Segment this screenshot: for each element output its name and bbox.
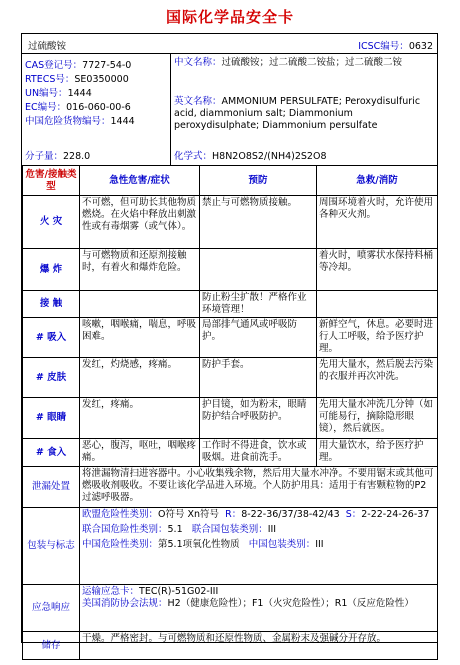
hazard-table [22,165,438,660]
row-aid: 新鲜空气，休息。必要时进行人工呼吸，给予医疗护理。 [317,318,438,358]
row-label: # 吸入 [23,318,80,358]
r-label: R： [225,509,242,520]
row-contact [23,291,438,318]
column-header-row [23,166,438,196]
row-aid: 用大量饮水，给予医疗护理。 [317,439,438,467]
packaging-label: 包装与标志 [23,508,80,585]
s-label: S： [345,509,362,520]
cn-goods-line [25,113,135,127]
transport-card-label: 运输应急卡： [82,586,140,597]
ec-value: 016-060-00-6 [66,102,131,113]
row-hazard: 与可燃物质和还原剂接触时，有着火和爆炸危险。 [80,249,200,291]
row-aid: 先用大量水，然后脱去污染的衣服并再次冲洗。 [317,358,438,398]
nfpa-label: 美国消防协会法规： [82,598,168,609]
en-name-line [174,96,434,132]
spill-text: 将泄漏物清扫进容器中。小心收集残余物，然后用大量水冲净。不要用锯末或其他可燃吸收剂吸收。不要让该化学品进入环境。个人防护用具：适用于有害颗粒物的P2过滤呼吸器。 [80,467,438,508]
row-aid: 周围环境着火时，允许使用各种灭火剂。 [317,196,438,249]
transport-card-value: TEC(R)-51G02-III [139,586,219,597]
formula-line [174,148,327,162]
icsc-number [358,38,433,52]
cn-goods-label: 中国危险货物编号： [25,116,111,127]
row-hazard: 咳嗽，咽喉痛，喘息，呼吸困难。 [80,318,200,358]
cas-line [25,57,131,71]
row-label: 接 触 [23,291,80,318]
icsc-label: ICSC编号： [358,41,409,52]
r-value: 8-22-36/37/38-42/43 [241,509,340,520]
row-label: # 眼睛 [23,398,80,439]
row-skin [23,358,438,398]
row-aid: 先用大量水冲洗几分钟（如可能易行，摘除隐形眼镜），然后就医。 [317,398,438,439]
row-storage [23,632,438,660]
cas-value: 7727-54-0 [82,60,132,71]
emergency-label: 应急响应 [23,585,80,632]
row-hazard: 发红，疼痛。 [80,398,200,439]
row-eyes [23,398,438,439]
cn-pack-label: 中国包装类别： [248,539,316,550]
row-label: # 皮肤 [23,358,80,398]
row-prevention: 防止粉尘扩散！严格作业环境管理！ [200,291,317,318]
storage-label: 储存 [23,632,80,660]
row-emergency [23,585,438,632]
mw-value: 228.0 [63,151,91,162]
col-hazard: 急性危害/症状 [80,166,200,196]
mw-label: 分子量： [25,151,64,162]
identifier-panel [22,54,171,165]
ec-line [25,99,131,113]
un-class-line [82,524,435,536]
un-value: 1444 [67,88,92,99]
row-label: # 食入 [23,439,80,467]
en-name-label: 英文名称： [174,96,222,107]
formula-value: H8N2O8S2/(NH4)2S2O8 [212,151,327,162]
cn-goods-value: 1444 [110,116,135,127]
un-line [25,85,92,99]
un-label: UN编号： [25,88,68,99]
cas-label: CAS登记号： [25,60,83,71]
row-ingestion [23,439,438,467]
storage-text: 干燥。严格密封。与可燃物质和还原性物质、金属粉末及强碱分开存放。 [80,632,438,660]
cn-class-line [82,539,435,551]
col-prevention: 预防 [200,166,317,196]
nfpa-line [82,598,435,610]
formula-label: 化学式： [174,151,213,162]
row-hazard: 不可燃，但可助长其他物质燃烧。在火焰中释放出刺激性或有毒烟雾（或气体）。 [80,196,200,249]
row-aid: 着火时，喷雾状水保持料桶等冷却。 [317,249,438,291]
row-prevention: 局部排气通风或呼吸防护。 [200,318,317,358]
col-aid: 急救/消防 [317,166,438,196]
cn-name-line [174,57,434,69]
eu-class-line [82,509,435,521]
row-inhalation [23,318,438,358]
cn-class-value: 第5.1项氧化性物质 [158,539,240,550]
mw-line [25,148,90,162]
un-class-value: 5.1 [167,524,183,535]
packaging-content [80,508,438,585]
cn-class-label: 中国危险性类别： [82,539,159,550]
nfpa-value: H2（健康危险性）；F1（火灾危险性）；R1（反应危险性） [167,598,414,609]
s-value: 2-22-24-26-37 [361,509,430,520]
row-prevention [200,249,317,291]
eu-class-value: O符号 Xn符号 [158,509,220,520]
row-fire [23,196,438,249]
eu-class-label: 欧盟危险性类别： [82,509,159,520]
chemical-name: 过硫酸铵 [28,41,67,52]
ec-label: EC编号： [25,102,67,113]
row-aid [317,291,438,318]
en-name-value: AMMONIUM PERSULFATE; Peroxydisulfuric acid, diammonium salt; Diammonium peroxydisulphate; Diammonium persulfate [174,96,421,131]
transport-card-line [82,586,435,598]
row-prevention: 防护手套。 [200,358,317,398]
row-label: 火 灾 [23,196,80,249]
row-hazard: 发红，灼烧感，疼痛。 [80,358,200,398]
rtecs-line [25,71,129,85]
names-panel [171,54,437,165]
row-prevention: 禁止与可燃物质接触。 [200,196,317,249]
row-packaging [23,508,438,585]
cn-pack-value: III [315,539,324,550]
rtecs-label: RTECS号： [25,74,75,85]
row-spill [23,467,438,508]
page-title: 国际化学品安全卡 [165,8,294,26]
emergency-content [80,585,438,632]
icsc-value: 0632 [408,41,433,52]
col-type: 危害/接触类型 [23,166,80,196]
un-class-label: 联合国危险性类别： [82,524,168,535]
row-explosion [23,249,438,291]
cn-name-label: 中文名称： [174,57,222,68]
row-hazard [80,291,200,318]
row-hazard: 恶心，腹泻，呕吐，咽喉疼痛。 [80,439,200,467]
un-pack-label: 联合国包装类别： [191,524,268,535]
spill-label: 泄漏处置 [23,467,80,508]
cn-name-value: 过硫酸铵；过二硫酸二铵盐；过二硫酸二铵 [221,57,403,68]
un-pack-value: III [267,524,277,535]
row-prevention: 护目镜，如为粉末，眼睛防护结合呼吸防护。 [200,398,317,439]
row-prevention: 工作时不得进食，饮水或吸烟。进食前洗手。 [200,439,317,467]
card-header [22,34,437,54]
rtecs-value: SE0350000 [74,74,129,85]
row-label: 爆 炸 [23,249,80,291]
